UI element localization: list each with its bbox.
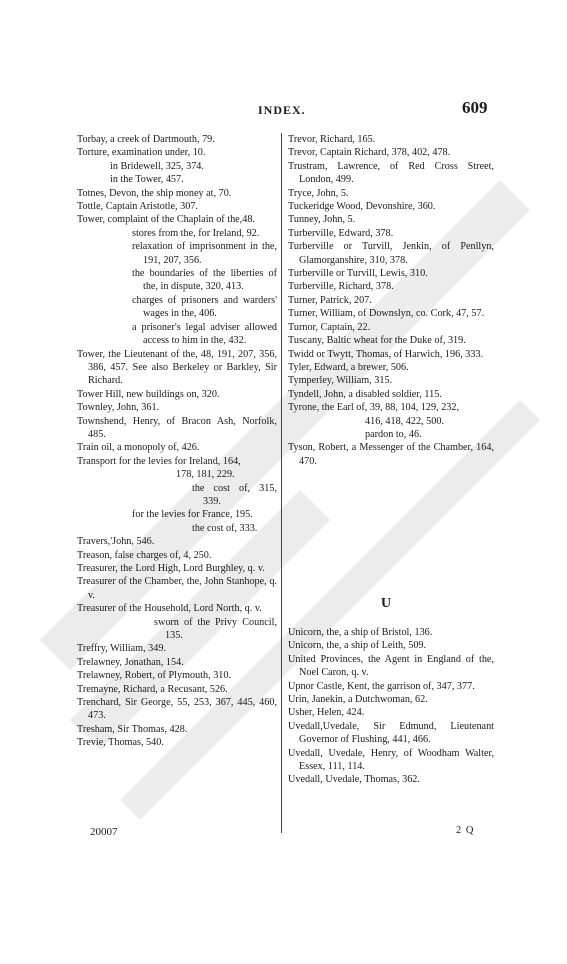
column-divider [281,133,282,833]
index-entry: Turberville or Turvill, Jenkin, of Penllyn, Glamorganshire, 310, 378. [288,241,494,266]
index-entry: Totnes, Devon, the ship money at, 70. [77,187,232,199]
index-column-right [288,133,494,468]
index-entry: Tower, the Lieutenant of the, 48, 191, 207, 356, 386, 457. See also Berkeley or Barkley, Sir Richard. [77,348,277,387]
index-entry: Upnor Castle, Kent, the garrison of, 347, 377. [288,680,475,692]
index-entry: Unicorn, the, a ship of Bristol, 136. [288,627,433,638]
index-column-left [77,133,277,750]
index-entry: Tower, complaint of the Chaplain of the,48. [77,214,255,226]
index-entry: Turner, Patrick, 207. [288,294,372,306]
index-entry: Treasurer, the Lord High, Lord Burghley, q. v. [77,563,265,574]
index-entry: Tyrone, the Earl of, 39, 88, 104, 129, 232, [288,402,460,414]
index-entry: Tyson, Robert, a Messenger of the Chamber, 164, 470. [288,442,494,467]
index-entry: Torbay, a creek of Dartmouth, 79. [77,134,215,145]
index-entry: Townshend, Henry, of Bracon Ash, Norfolk, 485. [77,415,277,440]
index-entry: Turner, William, of Downslyn, co. Cork, 47, 57. [288,308,485,320]
index-entry: charges of prisoners and warders' wages in the, 406. [132,294,277,320]
index-entry: Tyndell, John, a disabled soldier, 115. [288,388,442,400]
index-entry: Tower Hill, new buildings on, 320. [77,388,220,400]
index-entry: Uvedall,Uvedale, Sir Edmund, Lieutenant Governor of Flushing, 441, 466. [288,720,494,746]
index-entry: Turberville, Richard, 378. [288,281,394,293]
index-entry: Trenchard, Sir George, 55, 253, 367, 445, 460, 473. [77,697,277,722]
index-entry: Turnor, Captain, 22. [288,321,371,333]
index-entry: Twidd or Twytt, Thomas, of Harwich, 196, 333. [288,348,484,360]
page-header-title: INDEX. [258,103,306,117]
index-entry: a prisoner's legal adviser allowed access to him in the, 432. [132,321,277,347]
footer-gathering-mark: 2 Q [456,825,475,836]
index-entry: relaxation of imprisonment in the, 191, 207, 356. [132,241,277,266]
index-entry: Urin, Janekin, a Dutchwoman, 62. [288,694,428,706]
index-entry: Tuckeridge Wood, Devonshire, 360. [288,201,436,213]
index-entry: for the levies for France, 195. [132,509,253,521]
index-entry: Turberville, Edward, 378. [288,227,394,239]
index-entry: Uvedall, Uvedale, Henry, of Woodham Walter, Essex, 111, 114. [288,747,494,773]
index-entry: the boundaries of the liberties of the, in dispute, 320, 413. [132,268,277,293]
index-entry: United Provinces, the Agent in England of the, Noel Caron, q. v. [288,653,494,679]
index-entry: sworn of the Privy Council, 135. [154,616,277,642]
index-entry: Treason, false charges of, 4, 250. [77,549,212,561]
index-entry: Tresham, Sir Thomas, 428. [77,723,188,735]
index-column-right-u-section [288,626,494,787]
index-entry: Usher, Helen, 424. [288,707,365,719]
index-entry: Trevor, Captain Richard, 378, 402, 478. [288,147,451,159]
index-entry: Trelawney, Jonathan, 154. [77,656,184,668]
index-entry: Tymperley, William, 315. [288,375,393,387]
index-entry: Treasurer of the Household, Lord North, q. v. [77,603,262,615]
index-entry: Townley, John, 361. [77,402,160,414]
index-entry: Trelawney, Robert, of Plymouth, 310. [77,670,232,682]
index-entry: the cost of, 315, 339. [192,482,277,507]
index-entry: Tyler, Edward, a brewer, 506. [288,361,409,373]
index-entry: in the Tower, 457. [110,174,184,186]
index-entry: Torture, examination under, 10. [77,147,206,159]
index-entry: Turberville or Turvill, Lewis, 310. [288,268,428,280]
index-entry: Trevor, Richard, 165. [288,134,376,145]
footer-signature-number: 20007 [90,826,118,838]
index-entry: Tryce, John, 5. [288,187,349,199]
index-entry: Treffry, William, 349. [77,643,167,655]
index-entry: pardon to, 46. [365,428,422,440]
index-entry: Unicorn, the, a ship of Leith, 509. [288,640,427,652]
index-entry: Transport for the levies for Ireland, 164, [77,455,241,467]
index-entry: Tuscany, Baltic wheat for the Duke of, 319. [288,335,466,347]
index-entry: Train oil, a monopoly of, 426. [77,442,200,454]
index-entry: Uvedall, Uvedale, Thomas, 362. [288,774,420,786]
index-entry: Tremayne, Richard, a Recusant, 526. [77,683,228,695]
index-entry: Trevie, Thomas, 540. [77,737,164,749]
section-letter: U [381,596,392,611]
index-entry: stores from the, for Ireland, 92. [132,227,260,239]
index-entry: in Bridewell, 325, 374. [110,160,204,172]
index-entry: Trustram, Lawrence, of Red Cross Street, London, 499. [288,160,494,186]
index-entry: Tottle, Captain Aristotle, 307. [77,201,198,213]
index-entry: 416, 418, 422, 500. [365,415,444,427]
index-entry: Tunney, John, 5. [288,214,356,226]
index-entry: 178, 181, 229. [176,469,235,481]
index-entry: the cost of, 333. [192,522,258,534]
index-entry: Treasurer of the Chamber, the, John Stanhope, q. v. [77,576,277,601]
index-entry: Travers,'John, 546. [77,536,155,548]
page-number: 609 [462,98,488,117]
